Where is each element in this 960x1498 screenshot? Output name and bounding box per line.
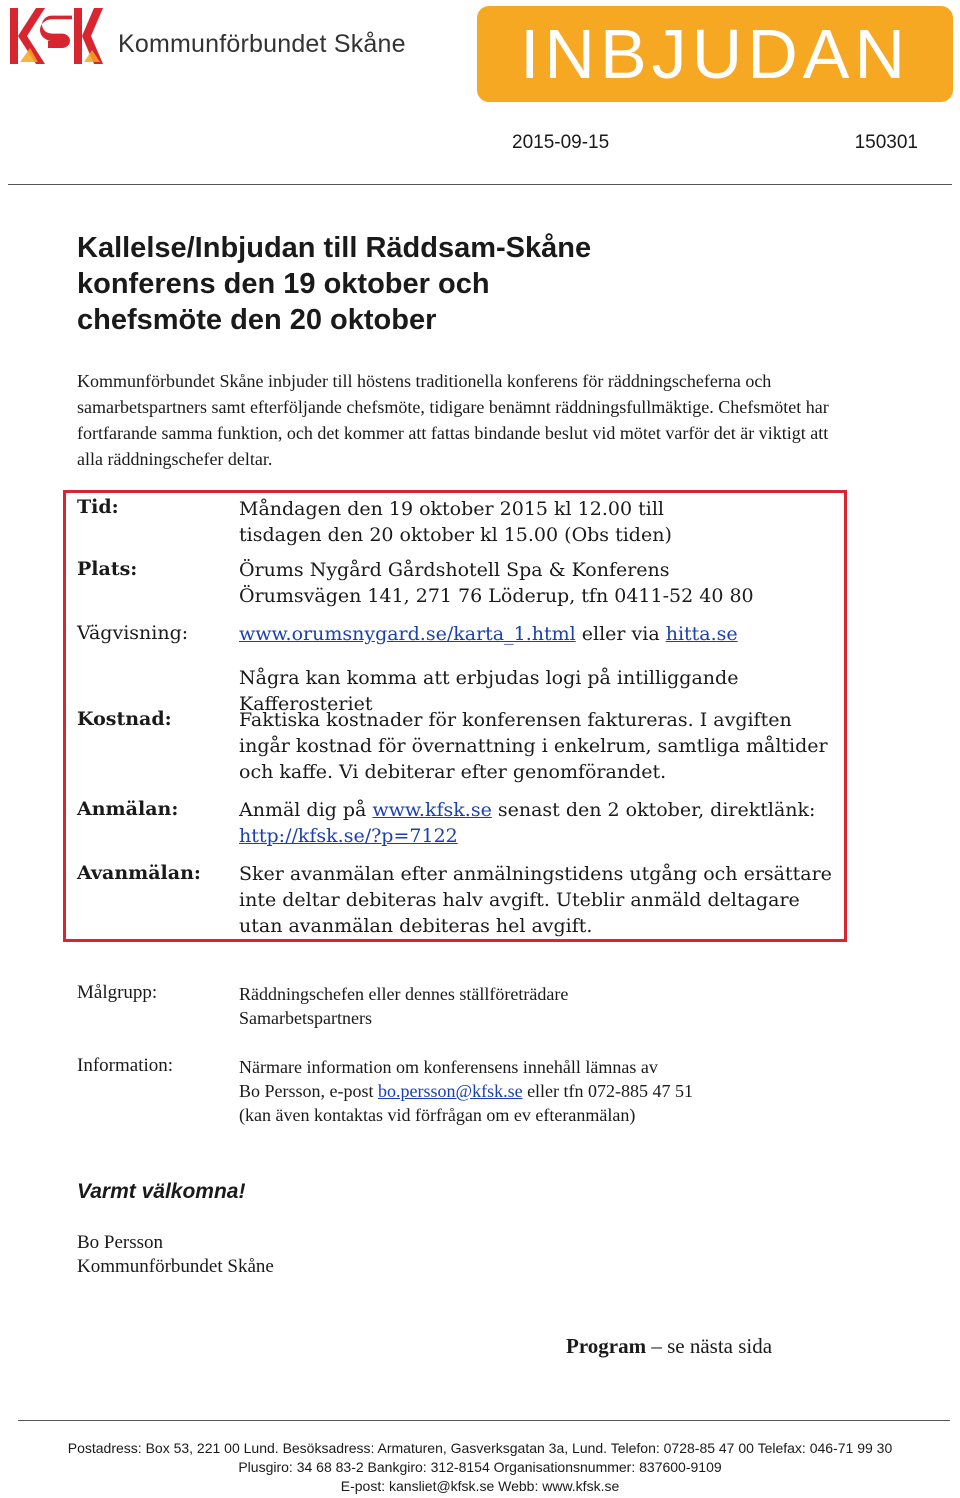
label-vagvisning: Vägvisning: [77, 622, 189, 644]
program-label: Program [566, 1334, 647, 1358]
email-link[interactable]: bo.persson@kfsk.se [378, 1081, 523, 1101]
tid-line-2: tisdagen den 20 oktober kl 15.00 (Obs tiden) [239, 524, 672, 546]
info-line-2-pre: Bo Persson, e-post [239, 1081, 378, 1101]
intro-paragraph: Kommunförbundet Skåne inbjuder till höstens traditionella konferens för räddningscheferna och samarbetspartners samt efterföljande chefsmöte, tidigare benämnt räddningsfullmäktige. Chefsmötet har fortfarande samma funktion, och det kommer att fattas bindande beslut vid mötet varför det är viktigt att alla räddningschefer deltar. [77, 371, 829, 469]
program-rest: – se nästa sida [646, 1334, 773, 1358]
label-anmalan: Anmälan: [77, 798, 179, 820]
label-avanmalan: Avanmälan: [77, 862, 201, 884]
welcome-text: Varmt välkomna! [77, 1180, 246, 1203]
value-plats [239, 557, 839, 609]
label-tid: Tid: [77, 496, 119, 518]
title-line-1: Kallelse/Inbjudan till Räddsam-Skåne [77, 232, 592, 264]
footer-divider [18, 1420, 950, 1421]
kfsk-link[interactable]: www.kfsk.se [372, 799, 492, 821]
footer-line-2: Plusgiro: 34 68 83-2 Bankgiro: 312-8154 Organisationsnummer: 837600-9109 [238, 1459, 722, 1475]
page-title [77, 230, 717, 338]
value-vagvisning [239, 621, 839, 647]
map-link[interactable]: www.orumsnygard.se/karta_1.html [239, 623, 576, 645]
info-line-1: Närmare information om konferensens innehåll lämnas av [239, 1057, 658, 1077]
title-line-2: konferens den 19 oktober och [77, 268, 490, 300]
hitta-link[interactable]: hitta.se [665, 623, 738, 645]
value-tid [239, 496, 799, 548]
header-divider [8, 184, 952, 185]
label-kostnad: Kostnad: [77, 708, 172, 730]
signature-org: Kommunförbundet Skåne [77, 1256, 274, 1277]
footer [0, 1439, 960, 1496]
footer-line-1: Postadress: Box 53, 221 00 Lund. Besöksadress: Armaturen, Gasverksgatan 3a, Lund. Telefon: 0728-85 47 00 Telefax: 046-71 99 30 [67, 1440, 893, 1456]
title-line-3: chefsmöte den 20 oktober [77, 304, 437, 336]
malgrupp-line-1: Räddningschefen eller dennes ställföreträdare [239, 984, 569, 1004]
plats-line-2: Örumsvägen 141, 271 76 Löderup, tfn 0411-52 40 80 [239, 585, 754, 607]
ksk-logo-icon [8, 6, 104, 66]
org-name: Kommunförbundet Skåne [118, 30, 406, 58]
inbjudan-banner: INBJUDAN [477, 6, 953, 102]
value-malgrupp [239, 982, 839, 1030]
vag-connector: eller via [575, 623, 666, 645]
program-note [566, 1334, 772, 1359]
info-line-2 [239, 1079, 859, 1103]
tid-line-1: Måndagen den 19 oktober 2015 kl 12.00 till [239, 498, 664, 520]
value-information [239, 1055, 859, 1127]
logi-note: Några kan komma att erbjudas logi på intilliggande Kafferosteriet [239, 667, 739, 715]
anmalan-pre: Anmäl dig på [239, 799, 373, 821]
label-plats: Plats: [77, 558, 138, 580]
document-number: 150301 [854, 132, 918, 153]
anmalan-post: senast den 2 oktober, direktlänk: [491, 799, 816, 821]
plats-line-1: Örums Nygård Gårdshotell Spa & Konferens [239, 559, 670, 581]
info-line-3: (kan även kontaktas vid förfrågan om ev efteranmälan) [239, 1105, 636, 1125]
document-date: 2015-09-15 [512, 132, 610, 153]
signature-name: Bo Persson [77, 1232, 164, 1253]
malgrupp-line-2: Samarbetspartners [239, 1008, 372, 1028]
value-anmalan [239, 797, 839, 849]
footer-line-3: E-post: kansliet@kfsk.se Webb: www.kfsk.se [340, 1478, 620, 1494]
direct-link[interactable]: http://kfsk.se/?p=7122 [239, 825, 458, 847]
value-kostnad: Faktiska kostnader för konferensen faktureras. I avgiften ingår kostnad för övernattning i enkelrum, samtliga måltider och kaffe. Vi debiterar efter genomförandet. [239, 709, 828, 783]
value-avanmalan: Sker avanmälan efter anmälningstidens utgång och ersättare inte deltar debiteras halv avgift. Uteblir anmäld deltagare utan avanmälan debiteras hel avgift. [239, 863, 832, 937]
label-information: Information: [77, 1055, 174, 1076]
info-line-2-post: eller tfn 072-885 47 51 [522, 1081, 694, 1101]
label-malgrupp: Målgrupp: [77, 982, 158, 1003]
